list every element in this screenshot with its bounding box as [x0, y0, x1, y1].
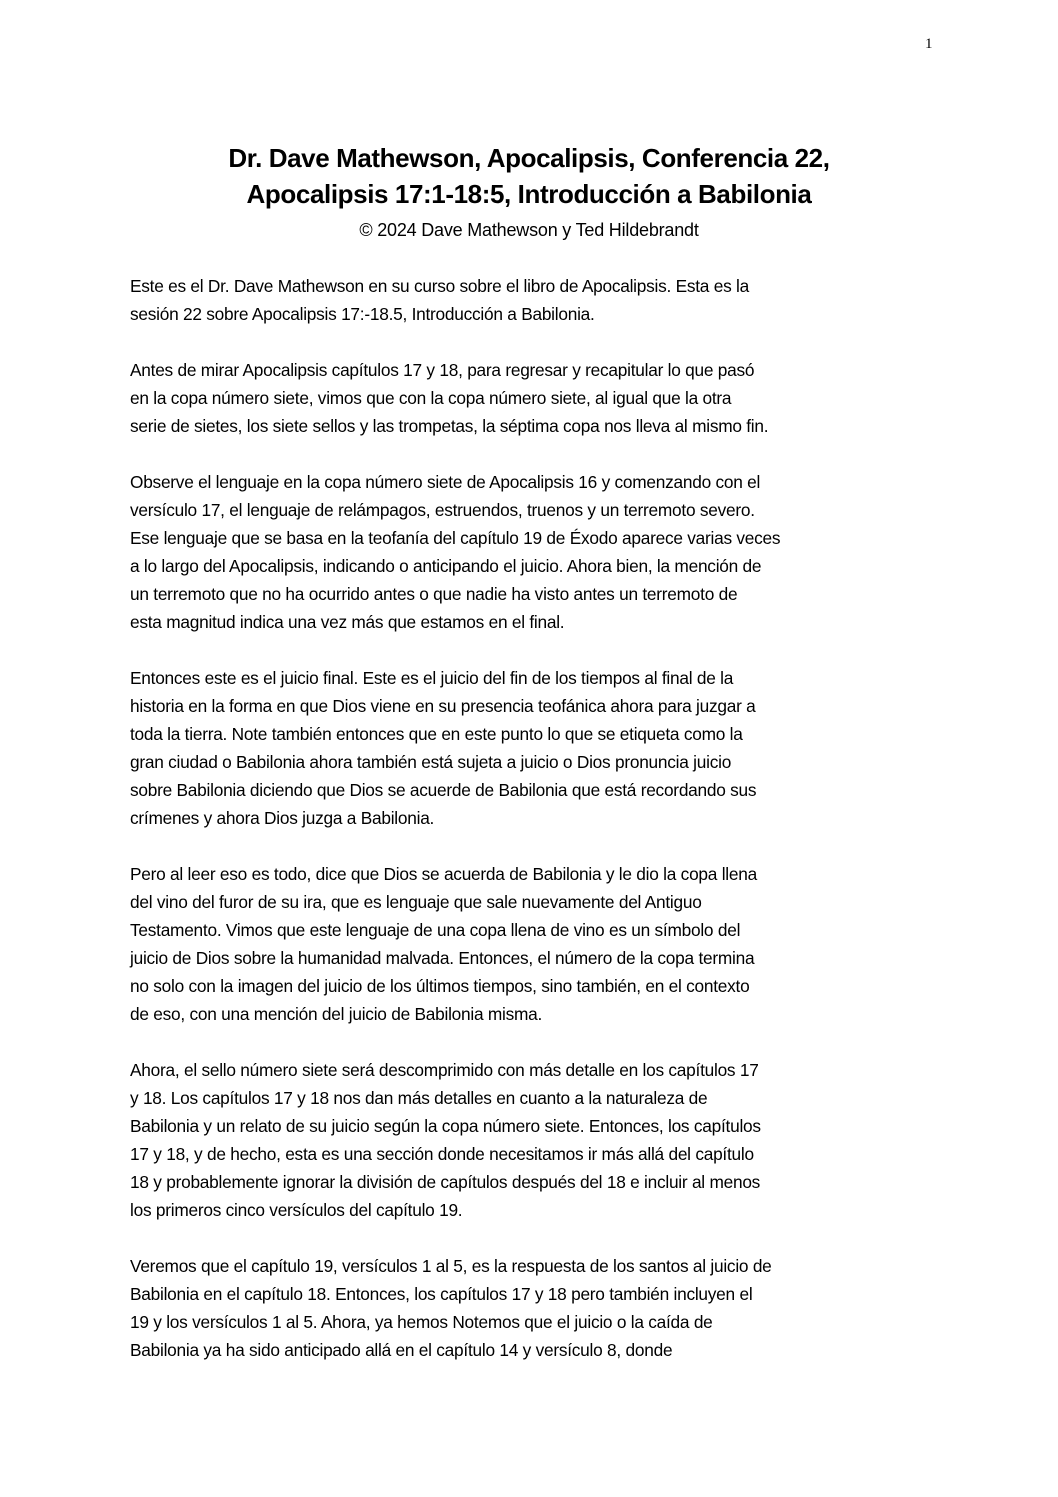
- text-line: versículo 17, el lenguaje de relámpagos, estruendos, truenos y un terremoto severo.: [130, 500, 755, 520]
- text-line: no solo con la imagen del juicio de los últimos tiempos, sino también, en el contexto: [130, 976, 750, 996]
- title-line: Dr. Dave Mathewson, Apocalipsis, Conferencia 22,: [228, 143, 830, 173]
- text-line: a lo largo del Apocalipsis, indicando o anticipando el juicio. Ahora bien, la mención de: [130, 556, 762, 576]
- paragraph: [130, 468, 780, 636]
- text-line: 18 y probablemente ignorar la división de capítulos después del 18 e incluir al menos: [130, 1172, 761, 1192]
- paragraph: [130, 356, 780, 440]
- text-line: un terremoto que no ha ocurrido antes o que nadie ha visto antes un terremoto de: [130, 584, 738, 604]
- text-line: esta magnitud indica una vez más que estamos en el final.: [130, 612, 565, 632]
- paragraph: [130, 272, 780, 328]
- text-line: Babilonia ya ha sido anticipado allá en el capítulo 14 y versículo 8, donde: [130, 1340, 673, 1360]
- text-line: 17 y 18, y de hecho, esta es una sección donde necesitamos ir más allá del capítulo: [130, 1144, 754, 1164]
- text-line: historia en la forma en que Dios viene en su presencia teofánica ahora para juzgar a: [130, 696, 756, 716]
- text-line: Veremos que el capítulo 19, versículos 1 al 5, es la respuesta de los santos al juicio de: [130, 1256, 772, 1276]
- text-line: crímenes y ahora Dios juzga a Babilonia.: [130, 808, 435, 828]
- text-line: sesión 22 sobre Apocalipsis 17:-18.5, Introducción a Babilonia.: [130, 304, 595, 324]
- text-line: 19 y los versículos 1 al 5. Ahora, ya hemos Notemos que el juicio o la caída de: [130, 1312, 713, 1332]
- text-line: y 18. Los capítulos 17 y 18 nos dan más detalles en cuanto a la naturaleza de: [130, 1088, 708, 1108]
- text-line: Babilonia en el capítulo 18. Entonces, los capítulos 17 y 18 pero también incluyen el: [130, 1284, 753, 1304]
- text-line: del vino del furor de su ira, que es lenguaje que sale nuevamente del Antiguo: [130, 892, 702, 912]
- text-line: Este es el Dr. Dave Mathewson en su curso sobre el libro de Apocalipsis. Esta es la: [130, 276, 749, 296]
- title-line: Apocalipsis 17:1-18:5, Introducción a Babilonia: [246, 179, 812, 209]
- paragraph: [130, 1252, 780, 1364]
- text-line: los primeros cinco versículos del capítulo 19.: [130, 1200, 463, 1220]
- text-line: en la copa número siete, vimos que con la copa número siete, al igual que la otra: [130, 388, 732, 408]
- text-line: Antes de mirar Apocalipsis capítulos 17 y 18, para regresar y recapitular lo que pasó: [130, 360, 755, 380]
- paragraph: [130, 664, 780, 832]
- text-line: sobre Babilonia diciendo que Dios se acuerde de Babilonia que está recordando sus: [130, 780, 757, 800]
- text-line: gran ciudad o Babilonia ahora también está sujeta a juicio o Dios pronuncia juicio: [130, 752, 732, 772]
- paragraph: [130, 860, 780, 1028]
- text-line: de eso, con una mención del juicio de Babilonia misma.: [130, 1004, 543, 1024]
- text-line: Ahora, el sello número siete será descomprimido con más detalle en los capítulos 17: [130, 1060, 759, 1080]
- text-line: serie de sietes, los siete sellos y las trompetas, la séptima copa nos lleva al mismo fin.: [130, 416, 769, 436]
- text-line: Observe el lenguaje en la copa número siete de Apocalipsis 16 y comenzando con el: [130, 472, 761, 492]
- document-title: [0, 140, 1058, 212]
- page-number: 1: [925, 36, 933, 52]
- text-line: toda la tierra. Note también entonces que en este punto lo que se etiqueta como la: [130, 724, 743, 744]
- text-line: Ese lenguaje que se basa en la teofanía del capítulo 19 de Éxodo aparece varias veces: [130, 528, 781, 548]
- copyright-notice: © 2024 Dave Mathewson y Ted Hildebrandt: [359, 220, 699, 240]
- text-line: Entonces este es el juicio final. Este es el juicio del fin de los tiempos al final de la: [130, 668, 734, 688]
- document-body: [130, 272, 780, 1392]
- text-line: Pero al leer eso es todo, dice que Dios se acuerda de Babilonia y le dio la copa llena: [130, 864, 757, 884]
- paragraph: [130, 1056, 780, 1224]
- text-line: Babilonia y un relato de su juicio según la copa número siete. Entonces, los capítulos: [130, 1116, 761, 1136]
- text-line: juicio de Dios sobre la humanidad malvada. Entonces, el número de la copa termina: [130, 948, 755, 968]
- text-line: Testamento. Vimos que este lenguaje de una copa llena de vino es un símbolo del: [130, 920, 741, 940]
